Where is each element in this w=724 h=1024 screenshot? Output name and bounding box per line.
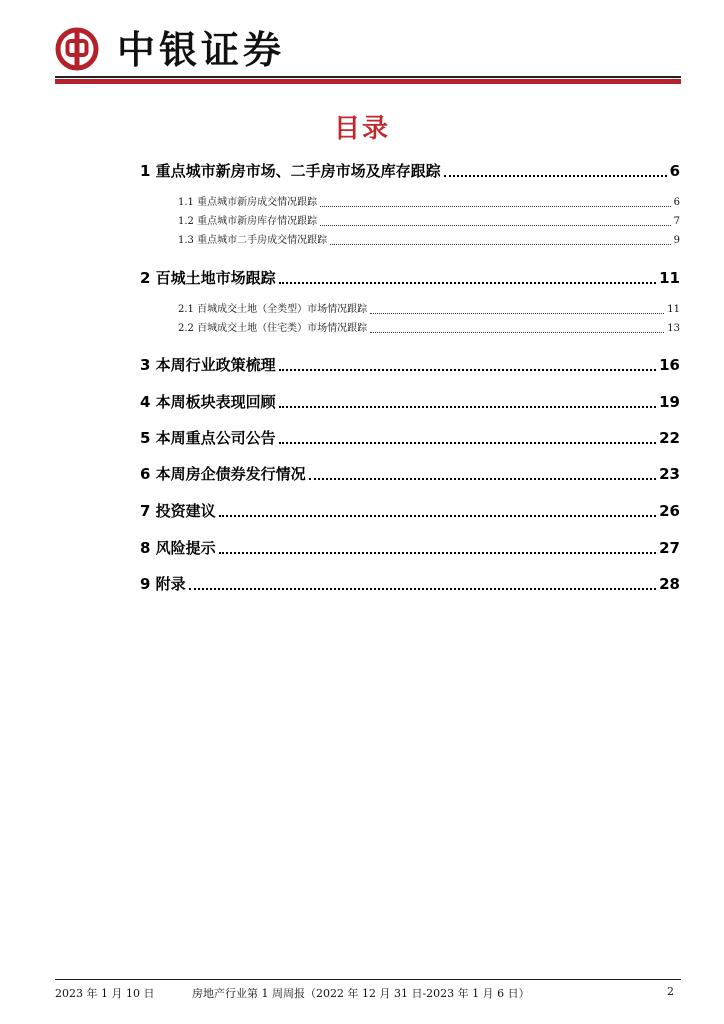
toc-entry-label: 5 本周重点公司公告 [140,429,276,447]
toc-dot-leader [309,478,656,480]
toc-entry[interactable] [140,268,680,288]
toc-dot-leader [444,175,667,177]
toc-entry-page: 7 [673,216,680,227]
toc-dot-leader [279,406,656,408]
toc-dot-leader [189,588,656,590]
toc-entry-label: 2.1 百城成交土地（全类型）市场情况跟踪 [178,304,368,315]
toc-entry-page: 26 [659,502,680,520]
toc-entry-page: 11 [667,304,680,315]
toc-entry-page: 13 [667,323,680,334]
toc-entry-page: 27 [659,539,680,557]
toc-subentry[interactable] [178,234,680,248]
toc-entry-page: 16 [659,356,680,374]
footer-report-title: 房地产行业第 1 周周报（2022 年 12 月 31 日-2023 年 1 月 6 日） [192,987,530,1000]
toc-dot-leader [370,332,664,333]
toc-entry[interactable] [140,574,680,594]
toc-entry-label: 6 本周房企债券发行情况 [140,465,306,483]
toc-entry-page: 6 [669,162,680,180]
toc-dot-leader [279,369,656,371]
toc-entry[interactable] [140,464,680,484]
toc-entry[interactable] [140,538,680,558]
toc-dot-leader [219,515,656,517]
brand-name: 中银证券 [117,28,286,72]
toc-entry-page: 9 [673,235,680,246]
header-accent-bar [55,79,681,84]
toc-dot-leader [320,225,671,226]
toc-entry-page: 11 [659,269,680,287]
toc-entry-page: 23 [659,465,680,483]
toc-subentry[interactable] [178,196,680,210]
toc-dot-leader [279,282,656,284]
toc-entry-page: 19 [659,393,680,411]
toc-dot-leader [320,206,671,207]
toc-dot-leader [279,442,656,444]
toc-entry-page: 22 [659,429,680,447]
bank-of-china-logo-icon [55,27,99,71]
toc-entry[interactable] [140,161,680,181]
toc-subentry[interactable] [178,215,680,229]
toc-entry-label: 8 风险提示 [140,539,216,557]
toc-subentry[interactable] [178,303,680,317]
header-divider [55,76,681,78]
toc-dot-leader [219,552,656,554]
toc-subentry[interactable] [178,322,680,336]
toc-entry-label: 2 百城土地市场跟踪 [140,269,276,287]
page-header [55,24,681,84]
toc-entry-label: 1.3 重点城市二手房成交情况跟踪 [178,235,328,246]
toc-entry[interactable] [140,355,680,375]
toc-entry-label: 3 本周行业政策梳理 [140,356,276,374]
page-title: 目录 [333,114,390,144]
toc-entry-label: 1 重点城市新房市场、二手房市场及库存跟踪 [140,162,441,180]
footer-page-number: 2 [667,985,674,998]
toc-dot-leader [370,313,664,314]
toc-entry[interactable] [140,392,680,412]
footer-date: 2023 年 1 月 10 日 [55,987,155,1000]
toc-entry-label: 1.2 重点城市新房库存情况跟踪 [178,216,318,227]
toc-dot-leader [330,244,671,245]
toc-entry-label: 2.2 百城成交土地（住宅类）市场情况跟踪 [178,323,368,334]
toc-entry-page: 28 [659,575,680,593]
footer-divider [55,979,681,980]
toc-entry-label: 7 投资建议 [140,502,216,520]
toc-entry-label: 4 本周板块表现回顾 [140,393,276,411]
toc-entry-label: 9 附录 [140,575,186,593]
toc-entry[interactable] [140,501,680,521]
toc-entry[interactable] [140,428,680,448]
toc-entry-label: 1.1 重点城市新房成交情况跟踪 [178,197,318,208]
toc-entry-page: 6 [673,197,680,208]
